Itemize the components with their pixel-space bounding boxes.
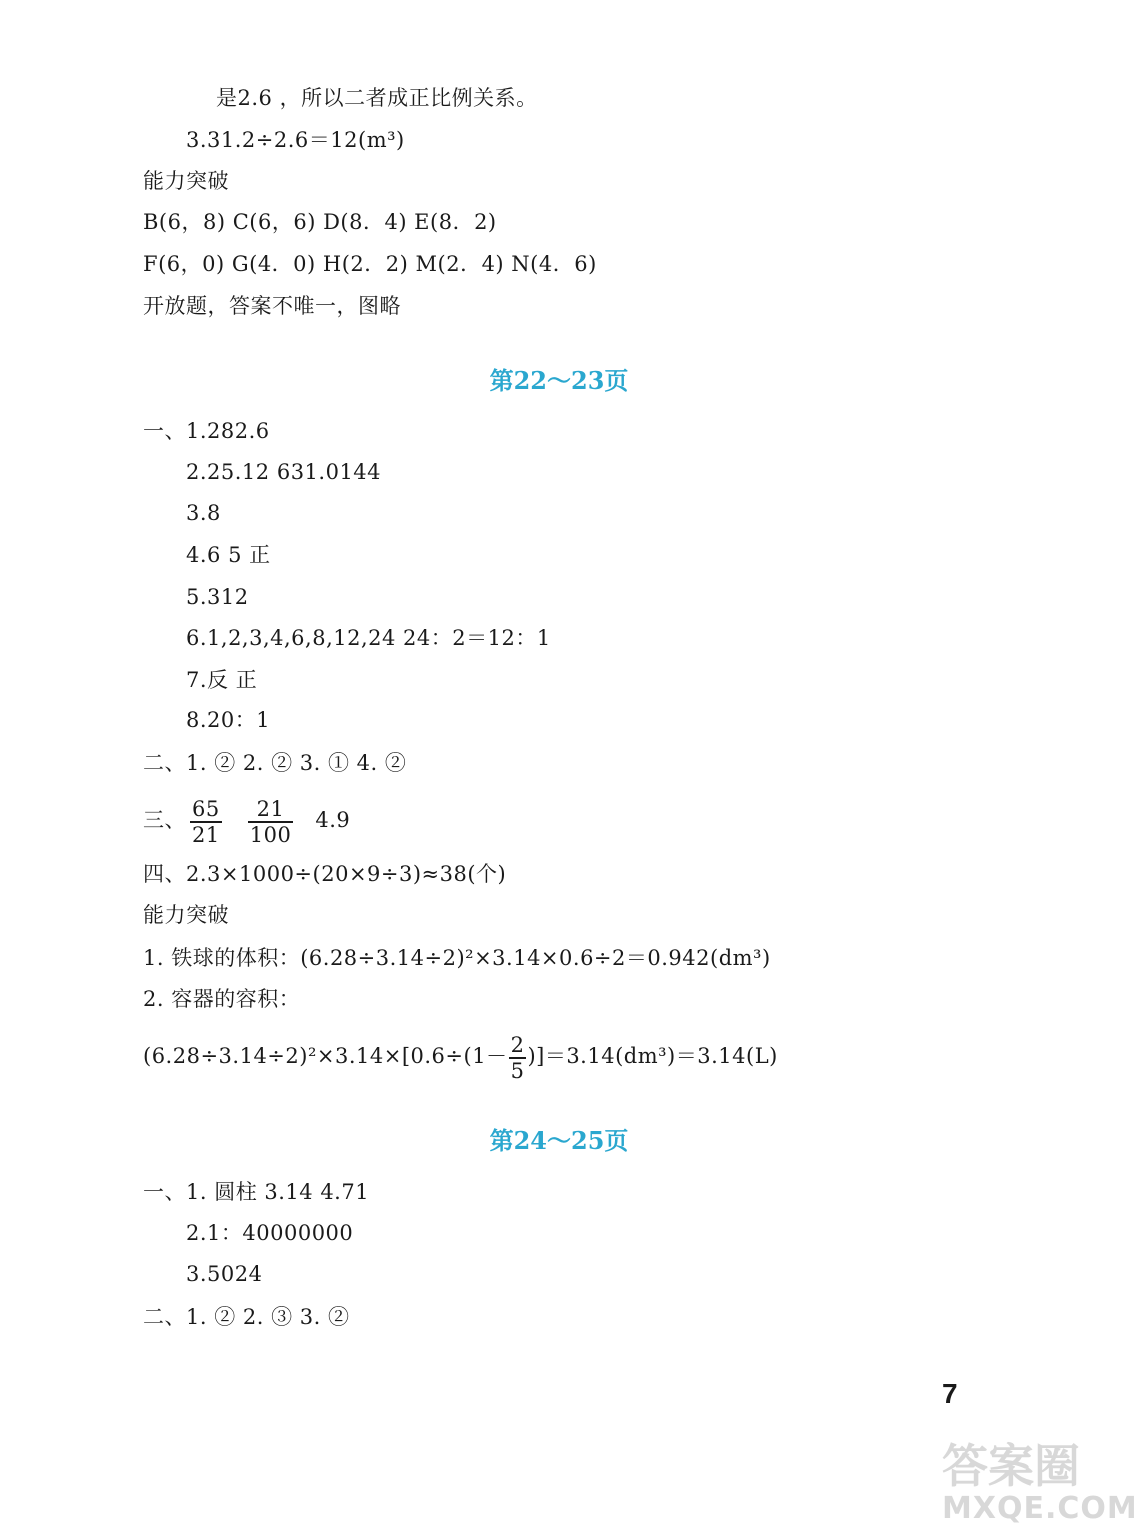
formula-line — [143, 1030, 778, 1083]
answer-line: 7.反 正 — [186, 668, 258, 692]
text-line: 开放题，答案不唯一，图略 — [143, 294, 401, 318]
formula-tail: )]＝3.14(dm³)＝3.14(L) — [527, 1044, 778, 1068]
answer-line: 3.5024 — [186, 1262, 263, 1286]
text-line: 3.31.2÷2.6＝12(m³) — [186, 128, 405, 152]
answer-line: 四、2.3×1000÷(20×9÷3)≈38(个) — [143, 862, 507, 886]
watermark-logo — [942, 1439, 1138, 1530]
answer-line: 2.1：40000000 — [186, 1221, 354, 1245]
fraction — [509, 1033, 527, 1083]
page-range-heading: 第22～23页 — [489, 366, 629, 395]
answer-line: 8.20：1 — [186, 708, 271, 732]
answer-value: 4.9 — [315, 808, 351, 832]
page-range-heading: 第24～25页 — [489, 1126, 629, 1155]
answer-line: 一、1. 圆柱 3.14 4.71 — [143, 1180, 370, 1204]
text-line: B(6，8) C(6，6) D(8．4) E(8．2) — [143, 210, 497, 234]
answer-line: 4.6 5 正 — [186, 543, 271, 567]
answer-line: 2. 容器的容积： — [143, 987, 301, 1011]
page-number: 7 — [942, 1378, 958, 1409]
text-line: 是2.6 ，所以二者成正比例关系。 — [216, 86, 538, 110]
text-line: F(6，0) G(4．0) H(2．2) M(2．4) N(4．6) — [143, 252, 597, 276]
watermark-url: MXQE.COM — [942, 1491, 1138, 1526]
answer-line: 6.1,2,3,4,6,8,12,24 24：2＝12：1 — [186, 626, 551, 650]
answer-line: 5.312 — [186, 585, 249, 609]
answer-line: 二、1. ② 2. ② 3. ① 4. ② — [143, 751, 407, 775]
answer-line: 二、1. ② 2. ③ 3. ② — [143, 1305, 350, 1329]
answer-label: 三、 — [143, 808, 186, 832]
fraction-numerator: 2 — [510, 1032, 525, 1057]
fraction-numerator: 21 — [248, 797, 294, 823]
formula-head: (6.28÷3.14÷2)²×3.14×[0.6÷(1－ — [143, 1044, 508, 1068]
section-subtitle: 能力突破 — [143, 903, 229, 927]
answer-line: 一、1.282.6 — [143, 419, 270, 443]
fraction-numerator: 65 — [192, 796, 220, 821]
fraction-denominator: 21 — [192, 822, 220, 847]
answer-line: 1. 铁球的体积：(6.28÷3.14÷2)²×3.14×0.6÷2＝0.942(dm³) — [143, 946, 771, 970]
fraction-denominator: 100 — [249, 822, 292, 847]
answer-line: 2.25.12 631.0144 — [186, 460, 382, 484]
answer-line: 3.8 — [186, 501, 221, 525]
fraction-denominator: 5 — [510, 1058, 525, 1083]
fraction-answer-line — [143, 794, 350, 847]
section-subtitle: 能力突破 — [143, 169, 229, 193]
fraction — [248, 797, 294, 847]
watermark-text: 答案圈 — [942, 1439, 1080, 1493]
fraction — [190, 797, 222, 847]
